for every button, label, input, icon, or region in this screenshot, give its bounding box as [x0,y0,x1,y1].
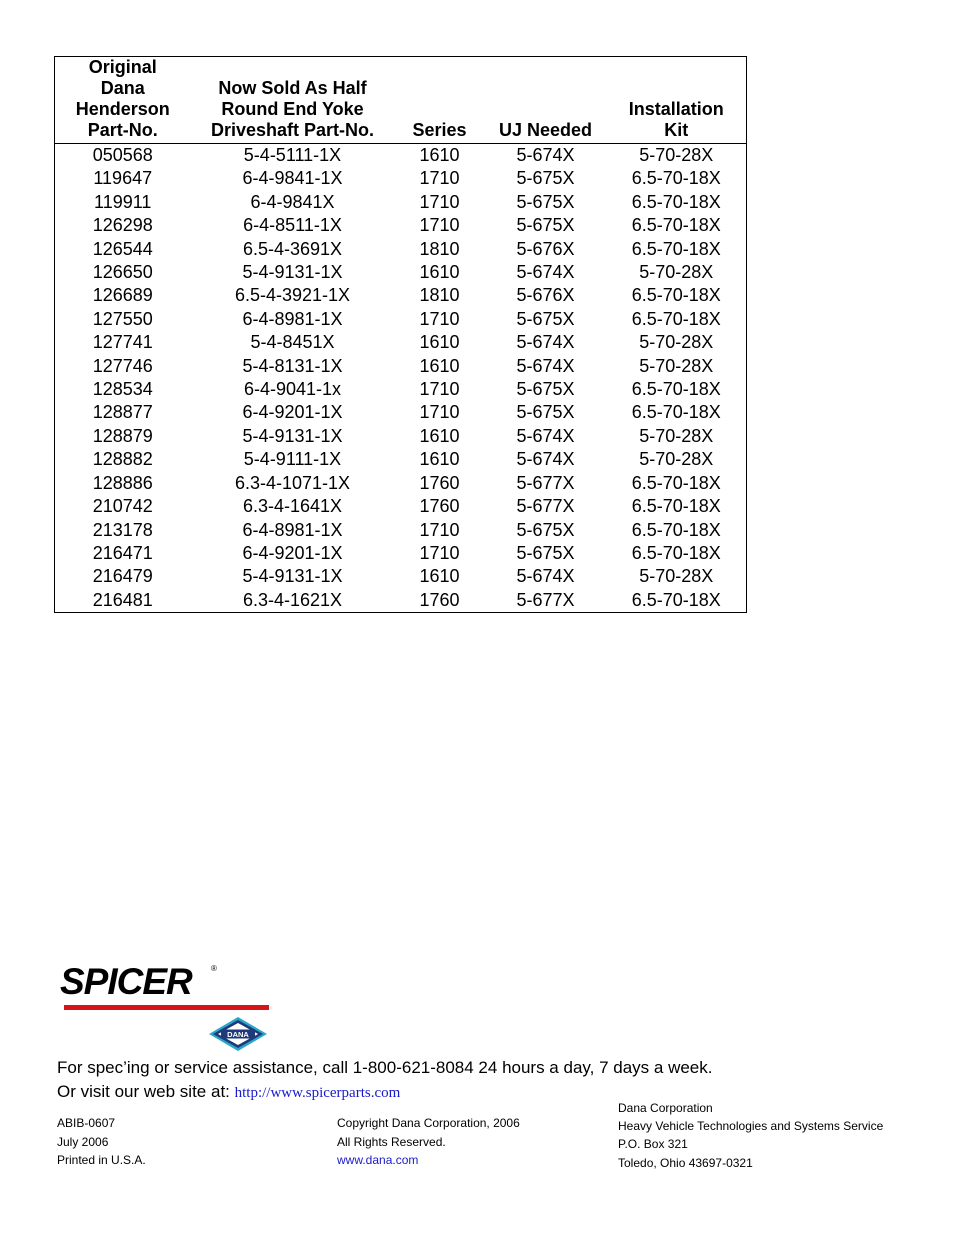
table-body [55,144,747,613]
cell-new-part: 6-4-8981-1X [242,308,343,329]
cell-series: 1760 [419,472,460,493]
cell-install-kit: 5-70-28X [639,262,714,283]
table-row [55,167,747,190]
header-original-part: Original Dana Henderson Part-No. [55,57,191,144]
cell-series: 1710 [419,308,460,329]
cell-new-part: 6.3-4-1641X [242,496,343,517]
cell-series: 1810 [419,238,460,259]
cell-uj-needed: 5-674X [516,145,575,165]
table-row [55,565,747,588]
doc-date: July 2006 [57,1134,109,1149]
cell-install-kit: 6.5-70-18X [631,168,721,189]
header-series: Series [395,57,485,144]
cell-series: 1610 [419,145,460,165]
cell-original-part: 128534 [92,379,153,400]
table-row [55,448,747,471]
cell-series: 1710 [419,191,460,212]
printed-in: Printed in U.S.A. [57,1153,146,1167]
cell-original-part: 127550 [92,308,153,329]
cell-new-part: 5-4-5111-1X [243,145,342,165]
cell-uj-needed: 5-674X [516,332,575,353]
doc-number: ABIB-0607 [57,1116,116,1130]
cell-new-part: 6-4-8981-1X [242,519,343,540]
spicer-red-bar [64,1005,269,1010]
cell-install-kit: 6.5-70-18X [631,542,721,563]
spicer-logo [60,961,217,1002]
table-row [55,144,747,168]
assistance-phone-line: For spec’ing or service assistance, call 1-800-621-8084 24 hours a day, 7 days a week. [57,1058,713,1077]
footer-address [618,1100,883,1172]
cell-new-part: 5-4-8451X [250,332,335,353]
cell-install-kit: 6.5-70-18X [631,285,721,306]
po-box: P.O. Box 321 [618,1137,688,1151]
table-row [55,284,747,307]
cell-new-part: 6.3-4-1071-1X [234,472,351,493]
cell-uj-needed: 5-675X [516,308,575,329]
cell-uj-needed: 5-675X [516,402,575,423]
cell-uj-needed: 5-674X [516,262,575,283]
cell-original-part: 216481 [92,589,153,610]
table-row [55,378,747,401]
city-zip: Toledo, Ohio 43697-0321 [618,1155,753,1170]
cell-uj-needed: 5-675X [516,215,575,236]
table-header-row [55,57,747,144]
cell-original-part: 126650 [92,262,153,283]
table-row [55,308,747,331]
cell-new-part: 6-4-9201-1X [242,542,343,563]
table-row [55,261,747,284]
cell-original-part: 210742 [92,496,153,517]
table-row [55,519,747,542]
cell-install-kit: 5-70-28X [639,355,714,376]
cell-install-kit: 6.5-70-18X [631,215,721,236]
cell-uj-needed: 5-676X [516,238,575,259]
cell-uj-needed: 5-675X [516,379,575,400]
dana-website-link[interactable]: www.dana.com [337,1153,419,1167]
table-row [55,425,747,448]
cell-series: 1610 [419,566,460,587]
cell-series: 1710 [419,402,460,423]
cell-install-kit: 5-70-28X [639,566,714,587]
cell-new-part: 6.3-4-1621X [242,589,343,610]
company-name: Dana Corporation [618,1101,713,1115]
cell-uj-needed: 5-677X [516,589,575,610]
cell-original-part: 216479 [92,566,153,587]
table-row [55,238,747,261]
cell-series: 1610 [419,262,460,283]
cell-original-part: 128882 [92,449,153,470]
cell-install-kit: 6.5-70-18X [631,379,721,400]
table-row [55,589,747,613]
cell-original-part: 213178 [92,519,153,540]
cell-new-part: 6-4-8511-1X [243,215,342,236]
cell-new-part: 6.5-4-3921-1X [234,285,351,306]
cell-series: 1610 [419,425,460,446]
cell-series: 1710 [419,168,460,189]
cell-uj-needed: 5-674X [516,449,575,470]
cell-new-part: 5-4-9131-1X [242,262,343,283]
cell-uj-needed: 5-675X [516,168,575,189]
table-row [55,191,747,214]
header-uj-needed: UJ Needed [485,57,607,144]
cell-uj-needed: 5-674X [516,566,575,587]
cell-series: 1810 [419,285,460,306]
table-row [55,401,747,424]
cell-install-kit: 5-70-28X [639,145,714,165]
cell-original-part: 128886 [92,472,153,493]
cell-series: 1610 [419,449,460,470]
table-row [55,542,747,565]
cell-new-part: 6-4-9201-1X [242,402,343,423]
cell-uj-needed: 5-676X [516,285,575,306]
cell-new-part: 6-4-9841X [250,191,335,212]
cell-new-part: 6.5-4-3691X [242,238,343,259]
table-row [55,355,747,378]
header-now-sold-as: Now Sold As Half Round End Yoke Driveshaft Part-No. [191,57,395,144]
spicer-wordmark: SPICER [60,961,192,1002]
assistance-web-line [57,1080,712,1105]
registered-mark: ® [211,964,217,973]
table-row [55,472,747,495]
dana-diamond-icon [208,1016,268,1052]
cell-new-part: 5-4-8131-1X [242,355,343,376]
cell-install-kit: 5-70-28X [639,332,714,353]
cell-install-kit: 6.5-70-18X [631,402,721,423]
cell-series: 1710 [419,542,460,563]
cell-new-part: 6-4-9041-1x [243,379,342,400]
cell-uj-needed: 5-675X [516,519,575,540]
cell-series: 1610 [419,355,460,376]
cell-new-part: 5-4-9111-1X [243,449,342,470]
cell-series: 1710 [419,379,460,400]
cell-series: 1760 [419,589,460,610]
cell-original-part: 128877 [92,402,153,423]
cell-install-kit: 6.5-70-18X [631,519,721,540]
cell-original-part: 127746 [92,355,153,376]
web-prefix: Or visit our web site at: [57,1082,235,1101]
cell-new-part: 5-4-9131-1X [242,425,343,446]
cell-original-part: 119647 [93,168,153,189]
cell-install-kit: 5-70-28X [639,449,714,470]
cell-uj-needed: 5-674X [516,355,575,376]
header-installation-kit: Installation Kit [607,57,747,144]
cell-install-kit: 6.5-70-18X [631,191,721,212]
rights-text: All Rights Reserved. [337,1134,446,1149]
dana-logo [208,1016,268,1057]
cell-original-part: 126298 [92,215,153,236]
cell-uj-needed: 5-677X [516,496,575,517]
dana-badge-text: DANA [227,1030,249,1039]
cell-original-part: 126689 [92,285,153,306]
cell-uj-needed: 5-675X [516,542,575,563]
parts-crossref-table [54,56,747,613]
table-row [55,495,747,518]
copyright-text: Copyright Dana Corporation, 2006 [337,1116,520,1130]
assistance-block [57,1056,712,1105]
cell-new-part: 6-4-9841-1X [242,168,343,189]
cell-original-part: 216471 [92,542,153,563]
cell-original-part: 119911 [94,191,152,212]
cell-install-kit: 5-70-28X [639,425,714,446]
cell-install-kit: 6.5-70-18X [631,496,721,517]
division-name: Heavy Vehicle Technologies and Systems Service [618,1118,884,1133]
cell-uj-needed: 5-675X [516,191,575,212]
cell-uj-needed: 5-677X [516,472,575,493]
cell-new-part: 5-4-9131-1X [242,566,343,587]
cell-original-part: 126544 [92,238,153,259]
cell-install-kit: 6.5-70-18X [631,238,721,259]
cell-original-part: 127741 [92,332,153,353]
cell-install-kit: 6.5-70-18X [631,308,721,329]
cell-series: 1610 [419,332,460,353]
footer-copyright [337,1114,520,1170]
table-row [55,331,747,354]
cell-uj-needed: 5-674X [516,425,575,446]
cell-series: 1710 [419,215,460,236]
footer-doc-info [57,1114,146,1170]
cell-series: 1710 [419,519,460,540]
cell-install-kit: 6.5-70-18X [631,472,721,493]
cell-series: 1760 [419,496,460,517]
table-row [55,214,747,237]
cell-install-kit: 6.5-70-18X [631,589,721,610]
spicerparts-link[interactable]: http://www.spicerparts.com [234,1085,401,1101]
cell-original-part: 050568 [92,145,153,165]
cell-original-part: 128879 [92,425,153,446]
